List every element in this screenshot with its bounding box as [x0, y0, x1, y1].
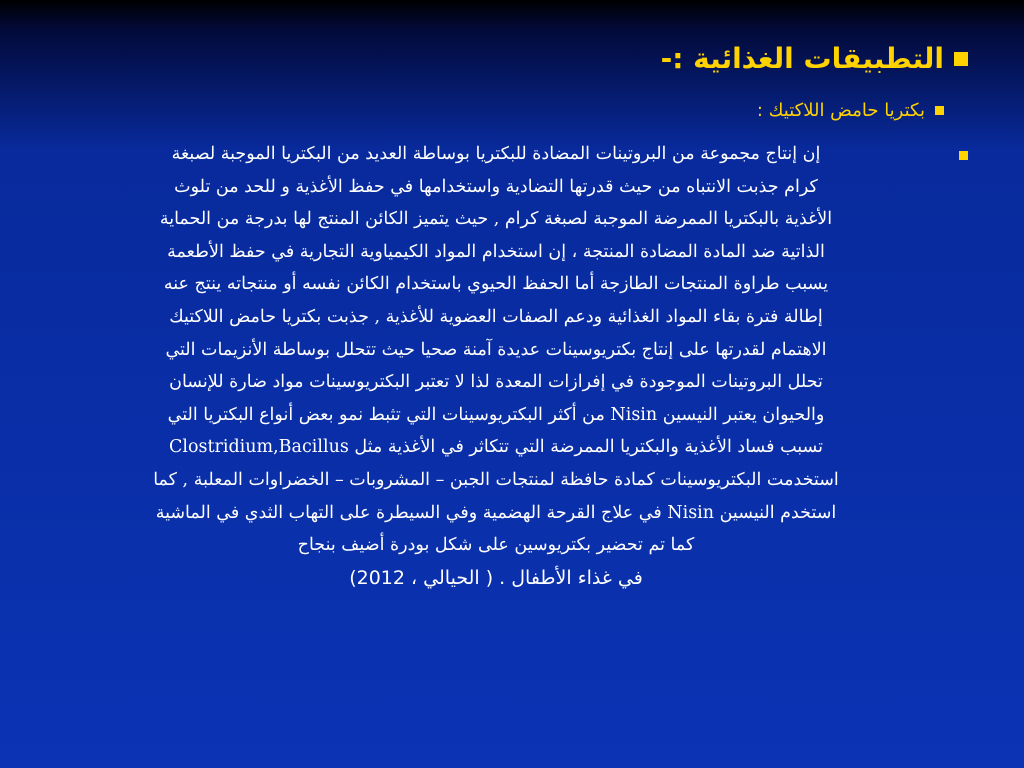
- body-line: استخدم النيسين Nisin في علاج القرحة الهضمية وفي السيطرة على التهاب الثدي في الماشية: [155, 502, 837, 523]
- slide-heading: [661, 42, 968, 75]
- square-bullet-icon: [954, 52, 968, 66]
- square-bullet-icon: [935, 106, 944, 115]
- body-line: إطالة فترة بقاء المواد الغذائية ودعم الصفات العضوية للأغذية , جذبت بكتريا حامض اللاكتيك: [169, 306, 823, 327]
- heading-text: التطبيقات الغذائية :-: [660, 42, 944, 75]
- body-line: إن إنتاج مجموعة من البروتينات المضادة للبكتريا بوساطة العديد من البكتريا الموجبة لصبغة: [171, 144, 821, 164]
- slide-subheading: [757, 100, 944, 121]
- body-line: تسبب فساد الأغذية والبكتريا الممرضة التي تتكاثر في الأغذية مثل Clostridium,Bacillus: [168, 437, 824, 458]
- body-line: كما تم تحضير بكتريوسين على شكل بودرة أضيف بنجاح: [297, 535, 695, 556]
- subheading-text: بكتريا حامض اللاكتيك :: [756, 100, 925, 121]
- body-line: استخدمت البكتريوسينات كمادة حافظة لمنتجات الجبن – المشروبات – الخضراوات المعلبة , كما: [153, 469, 839, 490]
- body-line: الاهتمام لقدرتها على إنتاج بكتريوسينات عديدة آمنة صحيا حيث تتحلل بوساطة الأنزيمات التي: [165, 339, 827, 360]
- square-bullet-icon: [959, 151, 968, 160]
- citation-line: في غذاء الأطفال . ( الحيالي ، 2012): [349, 566, 643, 589]
- body-line: والحيوان يعتبر النيسين Nisin من أكثر البكتريوسينات التي تثبط نمو بعض أنواع البكتريا التي: [167, 404, 825, 425]
- body-line: تحلل البروتينات الموجودة في إفرازات المعدة لذا لا تعتبر البكتريوسينات مواد ضارة للإنسان: [169, 372, 823, 393]
- body-line: الذاتية ضد المادة المضادة المنتجة ، إن استخدام المواد الكيمياوية التجارية في حفظ الأطعمة: [167, 241, 825, 262]
- body-line: الأغذية بالبكتريا الممرضة الموجبة لصبغة كرام , حيث يتميز الكائن المنتج لها بدرجة من الحماية: [159, 209, 833, 230]
- body-paragraph: [48, 138, 944, 594]
- body-line: يسبب طراوة المنتجات الطازجة أما الحفظ الحيوي باستخدام الكائن نفسه أو منتجاته ينتج عنه: [163, 274, 829, 295]
- body-line: كرام جذبت الانتباه من حيث قدرتها التضادية واستخدامها في حفظ الأغذية و للحد من تلوث: [174, 176, 818, 197]
